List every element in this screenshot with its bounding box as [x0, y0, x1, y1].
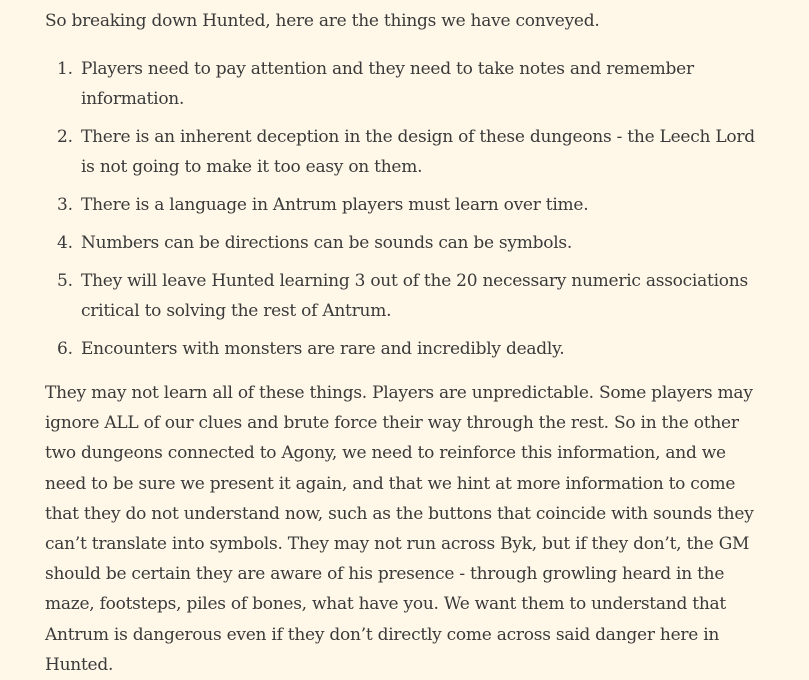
intro-paragraph: So breaking down Hunted, here are the things we have conveyed. [45, 11, 600, 31]
list-number: 3. [57, 195, 73, 215]
list-item-text: Numbers can be directions can be sounds can be symbols. [81, 233, 573, 253]
list-item-text: There is an inherent deception in the design of these dungeons - the Leech Lord is not going to make it too easy on them. [81, 127, 755, 177]
list-number: 5. [57, 271, 73, 291]
body-paragraph: They may not learn all of these things. Players are unpredictable. Some players may ignore ALL of our clues and brute force their way through the rest. So in the other two dungeons connected to Agony, we need to reinforce this information, and we need to be sure we present it again, and that we hint at more information to come that they do not understand now, such as the buttons that coincide with sounds they can’t translate into symbols. They may not run across Byk, but if they don’t, the GM should be certain they are aware of his presence - through growling heard in the maze, footsteps, piles of bones, what have you. We want them to understand that Antrum is dangerous even if they don’t directly come across said danger here in Hunted. [45, 383, 754, 675]
list-item-text: Players need to pay attention and they need to take notes and remember information. [81, 59, 694, 109]
list-number: 1. [57, 59, 73, 79]
list-item [57, 54, 769, 114]
list-number: 6. [57, 339, 73, 359]
list-item [57, 190, 769, 220]
list-number: 4. [57, 233, 73, 253]
list-item-text: There is a language in Antrum players must learn over time. [81, 195, 589, 215]
list-item [57, 266, 769, 326]
list-item [57, 122, 769, 182]
list-item-text: They will leave Hunted learning 3 out of the 20 necessary numeric associations critical to solving the rest of Antrum. [81, 271, 748, 321]
list-number: 2. [57, 127, 73, 147]
list-item-text: Encounters with monsters are rare and incredibly deadly. [81, 339, 565, 359]
list-item [57, 334, 769, 364]
list-item [57, 228, 769, 258]
numbered-list [45, 54, 769, 364]
